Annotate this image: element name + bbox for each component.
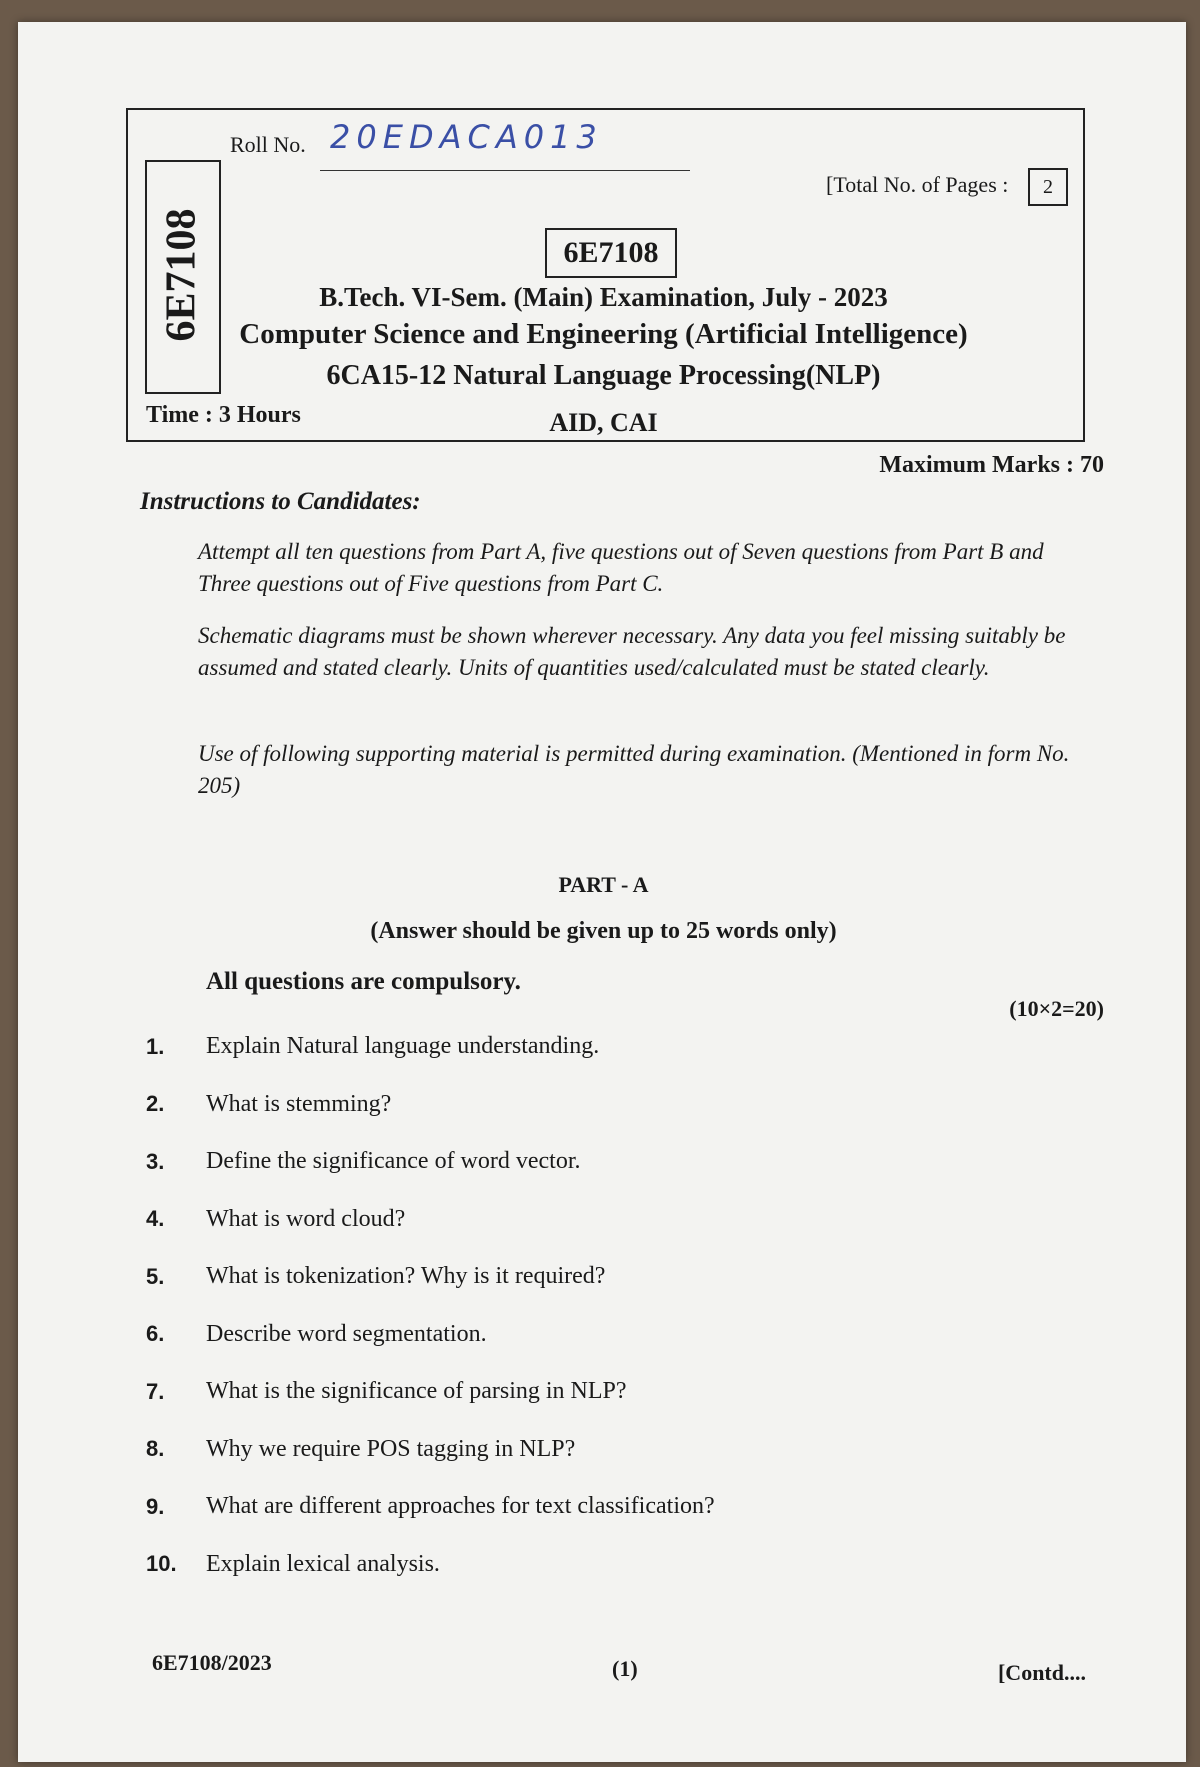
question-number: 5. bbox=[146, 1263, 165, 1289]
question-item bbox=[146, 1018, 1046, 1076]
compulsory-note: All questions are compulsory. bbox=[206, 968, 521, 995]
roll-number-line bbox=[320, 170, 690, 171]
question-item bbox=[146, 1248, 1046, 1306]
instruction-3: Use of following supporting material is permitted during examination. (Mentioned in form No. 205) bbox=[198, 741, 1070, 798]
question-text: What is word cloud? bbox=[206, 1205, 406, 1232]
roll-number-handwritten: 20EDACA013 bbox=[330, 118, 603, 156]
marks-scheme: (10×2=20) bbox=[1009, 996, 1104, 1021]
question-number: 7. bbox=[146, 1378, 165, 1404]
question-number: 9. bbox=[146, 1493, 165, 1519]
instruction-2: Schematic diagrams must be shown wherever necessary. Any data you feel missing suitably be assumed and stated clearly. Units of quantities used/calculated must be stated clearly. bbox=[198, 623, 1066, 680]
roll-number-label: Roll No. bbox=[230, 132, 306, 157]
question-list bbox=[146, 1018, 1046, 1593]
footer-paper-code: 6E7108/2023 bbox=[152, 1650, 272, 1675]
branch-codes: AID, CAI bbox=[549, 408, 658, 437]
subject-title: 6CA15-12 Natural Language Processing(NLP) bbox=[326, 360, 881, 391]
question-text: Explain Natural language understanding. bbox=[206, 1033, 600, 1060]
part-a-note: (Answer should be given up to 25 words only) bbox=[370, 918, 837, 944]
total-pages-value: 2 bbox=[1028, 168, 1068, 206]
question-item bbox=[146, 1363, 1046, 1421]
question-text: What is tokenization? Why is it required? bbox=[206, 1263, 606, 1290]
question-number: 6. bbox=[146, 1321, 165, 1347]
total-pages-label: [Total No. of Pages : bbox=[826, 172, 1009, 197]
question-item bbox=[146, 1478, 1046, 1536]
question-text: Explain lexical analysis. bbox=[206, 1550, 440, 1577]
question-number: 8. bbox=[146, 1436, 165, 1462]
question-text: What are different approaches for text classification? bbox=[206, 1493, 715, 1520]
question-item bbox=[146, 1076, 1046, 1134]
question-number: 2. bbox=[146, 1091, 165, 1117]
question-number: 4. bbox=[146, 1206, 165, 1232]
time-allowed: Time : 3 Hours bbox=[146, 402, 301, 428]
page-number: (1) bbox=[612, 1656, 638, 1681]
exam-title: B.Tech. VI-Sem. (Main) Examination, July - 2023 bbox=[319, 282, 888, 312]
instructions-heading: Instructions to Candidates: bbox=[140, 488, 421, 515]
question-number: 3. bbox=[146, 1148, 165, 1174]
side-code-text: 6E7108 bbox=[158, 208, 205, 342]
paper-code: 6E7108 bbox=[545, 228, 677, 278]
question-item bbox=[146, 1133, 1046, 1191]
question-text: Define the significance of word vector. bbox=[206, 1148, 581, 1175]
instruction-1: Attempt all ten questions from Part A, five questions out of Seven questions from Part B and Three questions out of Five questions from Part C. bbox=[198, 539, 1044, 596]
part-a-title: PART - A bbox=[558, 872, 649, 897]
question-item bbox=[146, 1421, 1046, 1479]
question-number: 1. bbox=[146, 1033, 165, 1059]
side-code bbox=[145, 160, 217, 390]
question-number: 10. bbox=[146, 1551, 177, 1577]
question-text: Describe word segmentation. bbox=[206, 1320, 487, 1347]
question-text: What is stemming? bbox=[206, 1090, 392, 1117]
department-title: Computer Science and Engineering (Artificial Intelligence) bbox=[239, 318, 968, 350]
continued-note: [Contd.... bbox=[997, 1660, 1086, 1685]
question-item bbox=[146, 1536, 1046, 1594]
question-item bbox=[146, 1191, 1046, 1249]
question-text: Why we require POS tagging in NLP? bbox=[206, 1435, 576, 1462]
question-item bbox=[146, 1306, 1046, 1364]
question-text: What is the significance of parsing in NLP? bbox=[206, 1378, 627, 1405]
maximum-marks: Maximum Marks : 70 bbox=[879, 452, 1104, 478]
